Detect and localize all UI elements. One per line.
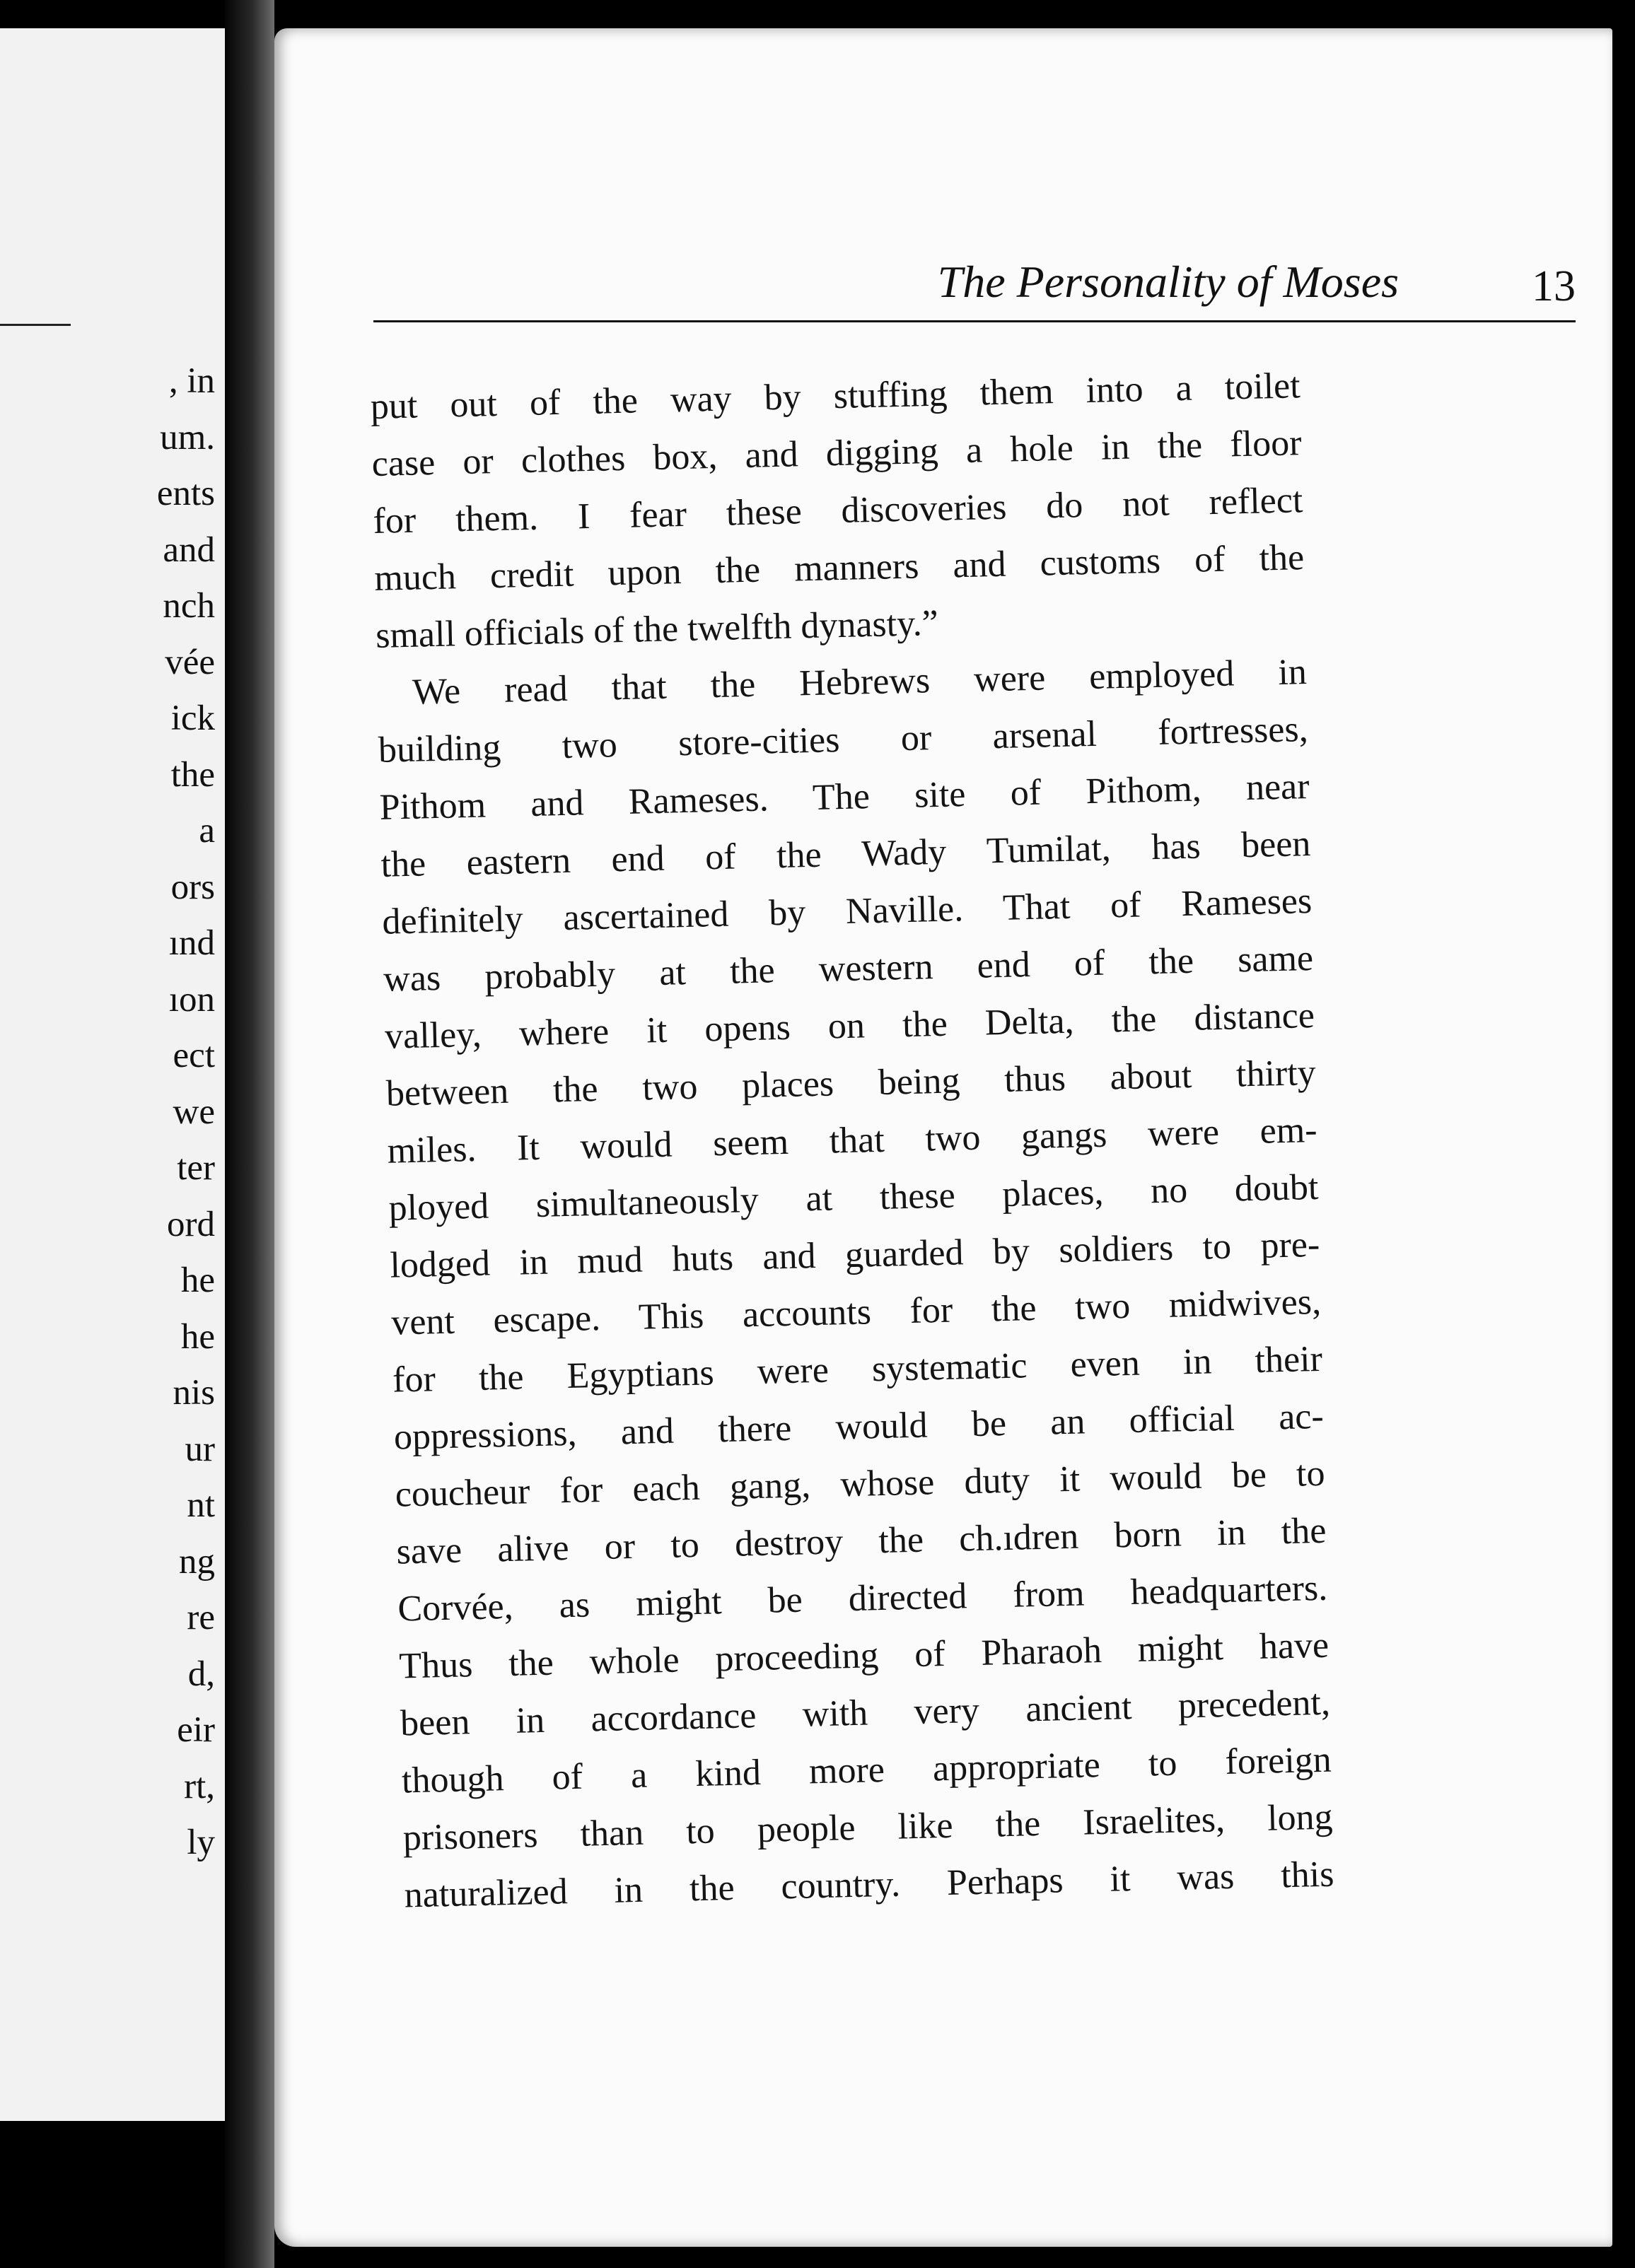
text-line: small officials of the twelfth dynasty.” <box>375 602 939 656</box>
left-page-fragment: , in <box>168 361 215 401</box>
left-page-fragment: nch <box>163 586 215 626</box>
left-page-fragment: ents <box>156 474 215 513</box>
left-page-fragment: a <box>199 811 215 850</box>
left-page-fragment: and <box>163 530 215 570</box>
text-line: ployed simultaneously at these places, no doubt <box>388 1167 1319 1229</box>
text-line: definitely ascertained by Naville. That of Rameses <box>381 880 1313 942</box>
left-page-fragment: ect <box>173 1036 215 1075</box>
text-line: save alive or to destroy the ch.ıdren born in the <box>396 1510 1327 1572</box>
left-page-fragment: vée <box>165 642 215 682</box>
header-rule <box>373 320 1576 322</box>
left-page-fragment: d, <box>187 1654 215 1694</box>
text-line: between the two places being thus about thirty <box>385 1052 1317 1114</box>
text-line: Thus the whole proceeding of Pharaoh might have <box>398 1625 1329 1687</box>
left-page-fragment: we <box>173 1092 215 1132</box>
right-page <box>274 28 1612 2247</box>
text-line: much credit upon the manners and customs of the <box>373 537 1305 599</box>
text-line: Corvée, as might be directed from headquarters. <box>397 1567 1328 1630</box>
text-line: valley, where it opens on the Delta, the distance <box>384 995 1315 1057</box>
text-line: Pithom and Rameses. The site of Pithom, near <box>379 766 1310 828</box>
text-line: been in accordance with very ancient precedent, <box>400 1682 1331 1744</box>
page-number: 13 <box>1532 262 1576 310</box>
left-page-fragment: the <box>170 754 215 795</box>
text-line: for them. I fear these discoveries do not reflect <box>372 480 1303 542</box>
left-page-fragment: ur <box>185 1429 215 1469</box>
text-line: case or clothes box, and digging a hole in the floor <box>371 423 1303 484</box>
text-line: the eastern end of the Wady Tumilat, has been <box>380 823 1311 885</box>
text-line: was probably at the western end of the same <box>383 937 1314 1000</box>
text-line: lodged in mud huts and guarded by soldiers to pre- <box>389 1224 1320 1286</box>
running-header <box>373 240 1576 318</box>
text-line: building two store-cities or arsenal fortresses, <box>378 709 1309 771</box>
left-page-fragment: ınd <box>168 923 215 963</box>
left-page-fragment: re <box>187 1598 215 1637</box>
text-line: for the Egyptians were systematic even in their <box>392 1338 1323 1401</box>
left-page-fragment: he <box>180 1261 215 1300</box>
text-line: We read that the Hebrews were employed in <box>412 652 1308 713</box>
text-line: oppressions, and there would be an official ac- <box>393 1396 1325 1458</box>
text-line: put out of the way by stuffing them into a toilet <box>370 366 1301 427</box>
running-header-title: The Personality of Moses <box>937 257 1399 307</box>
left-page-fragment: eir <box>177 1710 215 1750</box>
text-line: naturalized in the country. Perhaps it was this <box>404 1854 1335 1916</box>
left-page-fragment: ors <box>170 867 215 907</box>
left-page-fragment: ly <box>187 1823 215 1862</box>
text-line: vent escape. This accounts for the two midwives, <box>390 1281 1322 1343</box>
book-gutter-shadow <box>225 0 274 2268</box>
left-page-fragment: ick <box>170 698 215 738</box>
left-page-fragment: ter <box>177 1148 215 1188</box>
left-page-fragment: ord <box>167 1204 215 1244</box>
text-line: coucheur for each gang, whose duty it would be to <box>395 1453 1326 1515</box>
left-page-fragment: rt, <box>184 1766 215 1806</box>
left-page-fragment: um. <box>160 417 215 457</box>
left-page-fragment: ng <box>179 1541 215 1582</box>
left-page-fragment: he <box>180 1316 215 1357</box>
left-page-fragment: nt <box>187 1485 215 1525</box>
left-page-fragment: ıon <box>168 979 215 1019</box>
text-line: prisoners than to people like the Israelites, long <box>402 1796 1334 1859</box>
left-page-text-fragments <box>157 353 215 1871</box>
left-header-rule <box>0 324 71 326</box>
text-line: though of a kind more appropriate to foreign <box>401 1739 1332 1801</box>
text-line: miles. It would seem that two gangs were em- <box>387 1109 1318 1171</box>
left-facing-page <box>0 28 229 2121</box>
left-page-fragment: nis <box>173 1373 215 1413</box>
body-text <box>370 357 1334 1924</box>
